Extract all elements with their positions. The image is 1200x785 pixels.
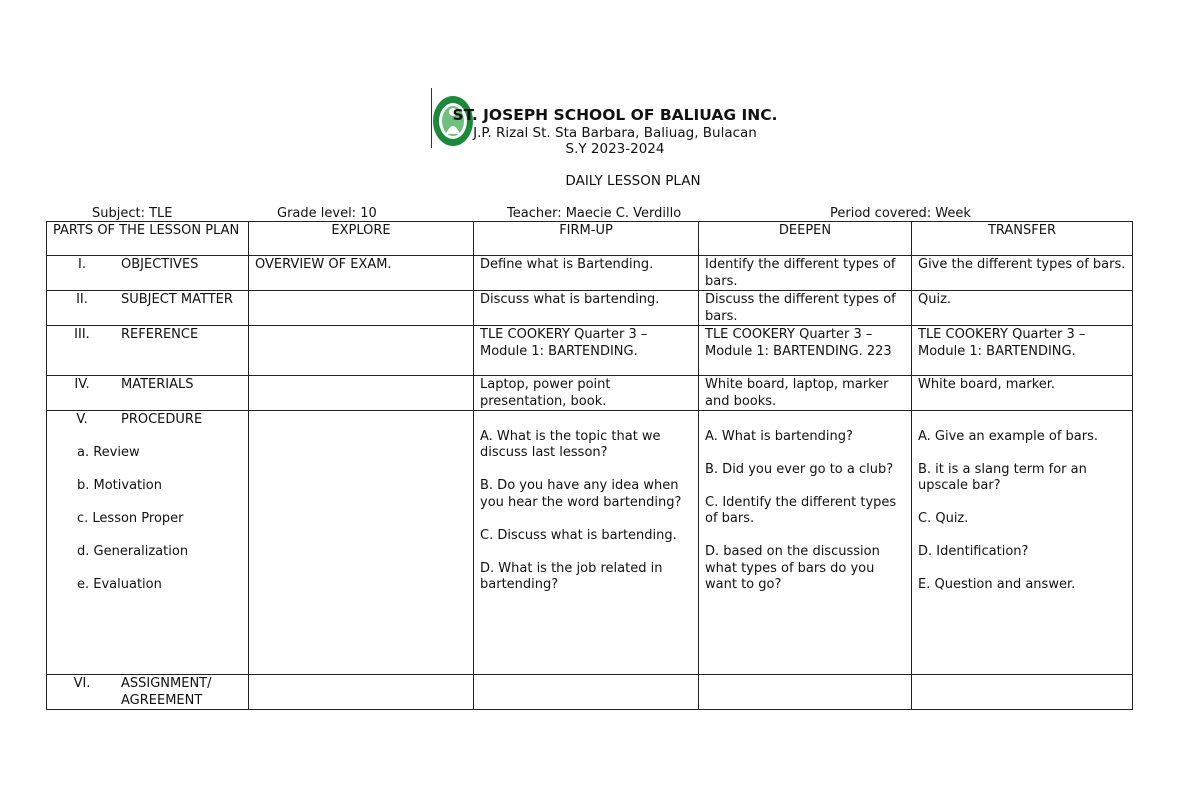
transfer-item: B. it is a slang term for an upscale bar? (918, 461, 1087, 493)
deepen-cell: Discuss the different types of bars. (699, 291, 912, 326)
explore-cell: OVERVIEW OF EXAM. (249, 256, 474, 291)
firmup-cell (474, 675, 699, 710)
firmup-item: B. Do you have any idea when you hear the word bartending? (480, 478, 682, 510)
deepen-item: A. What is bartending? (705, 428, 853, 444)
part-label: PROCEDURE (121, 412, 203, 427)
procedure-steps (53, 445, 242, 594)
deepen-item: B. Did you ever go to a club? (705, 461, 894, 477)
part-label: REFERENCE (121, 327, 199, 342)
firmup-item: D. What is the job related in bartending? (480, 560, 663, 592)
header-parts: PARTS OF THE LESSON PLAN (47, 222, 249, 256)
meta-teacher: Teacher: Maecie C. Verdillo (507, 206, 682, 221)
transfer-cell (912, 411, 1133, 675)
deepen-item: C. Identify the different types of bars. (705, 494, 897, 526)
transfer-item: D. Identification? (918, 544, 1029, 559)
meta-period: Period covered: Week (830, 206, 971, 221)
firmup-cell: TLE COOKERY Quarter 3 – Module 1: BARTENDING. (474, 326, 699, 376)
deepen-cell: TLE COOKERY Quarter 3 – Module 1: BARTENDING. 223 (699, 326, 912, 376)
transfer-cell (912, 675, 1133, 710)
document-title: DAILY LESSON PLAN (565, 173, 701, 189)
assignment-row (47, 675, 1133, 710)
explore-cell (249, 675, 474, 710)
school-name: ST. JOSEPH SCHOOL OF BALIUAG INC. (452, 106, 778, 124)
transfer-item: A. Give an example of bars. (918, 428, 1098, 444)
part-cell (47, 291, 249, 326)
table-row (47, 326, 1133, 376)
transfer-cell: Give the different types of bars. (912, 256, 1133, 291)
deepen-item: D. based on the discussion what types of bars do you want to go? (705, 544, 880, 592)
firmup-cell: Define what is Bartending. (474, 256, 699, 291)
meta-subject: Subject: TLE (92, 206, 173, 221)
procedure-step: c. Lesson Proper (77, 511, 184, 526)
part-number: VI. (73, 676, 91, 691)
part-label: MATERIALS (121, 377, 194, 392)
procedure-step: e. Evaluation (77, 577, 162, 592)
firmup-item: C. Discuss what is bartending. (480, 527, 677, 543)
firmup-cell (474, 411, 699, 675)
deepen-cell (699, 411, 912, 675)
procedure-row (47, 411, 1133, 675)
part-number: IV. (74, 377, 90, 392)
transfer-cell: TLE COOKERY Quarter 3 – Module 1: BARTENDING. (912, 326, 1133, 376)
explore-cell (249, 376, 474, 411)
procedure-step: d. Generalization (77, 544, 189, 559)
transfer-item: E. Question and answer. (918, 577, 1076, 592)
part-cell (47, 675, 249, 710)
part-cell (47, 326, 249, 376)
header-transfer: TRANSFER (912, 222, 1133, 256)
part-number: I. (78, 257, 86, 272)
transfer-cell: White board, marker. (912, 376, 1133, 411)
part-cell (47, 411, 249, 675)
table-header-row (47, 222, 1133, 256)
explore-cell (249, 411, 474, 675)
part-number: II. (76, 292, 88, 307)
part-cell (47, 376, 249, 411)
explore-cell (249, 326, 474, 376)
header-deepen: DEEPEN (699, 222, 912, 256)
part-label: OBJECTIVES (121, 257, 199, 272)
firmup-cell: Laptop, power point presentation, book. (474, 376, 699, 411)
table-row (47, 256, 1133, 291)
header-firmup: FIRM-UP (474, 222, 699, 256)
school-address: J.P. Rizal St. Sta Barbara, Baliuag, Bulacan (473, 125, 757, 141)
part-number: III. (74, 327, 90, 342)
lesson-plan-table (46, 221, 1133, 710)
procedure-step: a. Review (77, 445, 140, 460)
meta-grade: Grade level: 10 (277, 206, 377, 221)
deepen-cell (699, 675, 912, 710)
explore-cell (249, 291, 474, 326)
procedure-step: b. Motivation (77, 478, 162, 493)
deepen-cell: Identify the different types of bars. (699, 256, 912, 291)
header-explore: EXPLORE (249, 222, 474, 256)
school-year: S.Y 2023-2024 (565, 141, 665, 157)
transfer-item: C. Quiz. (918, 511, 969, 526)
transfer-cell: Quiz. (912, 291, 1133, 326)
deepen-cell: White board, laptop, marker and books. (699, 376, 912, 411)
table-row (47, 291, 1133, 326)
part-label: SUBJECT MATTER (121, 292, 233, 307)
part-number: V. (76, 412, 88, 427)
firmup-cell: Discuss what is bartending. (474, 291, 699, 326)
table-row (47, 376, 1133, 411)
part-label: ASSIGNMENT/ AGREEMENT (121, 676, 212, 708)
firmup-item: A. What is the topic that we discuss last lesson? (480, 428, 661, 460)
part-cell (47, 256, 249, 291)
